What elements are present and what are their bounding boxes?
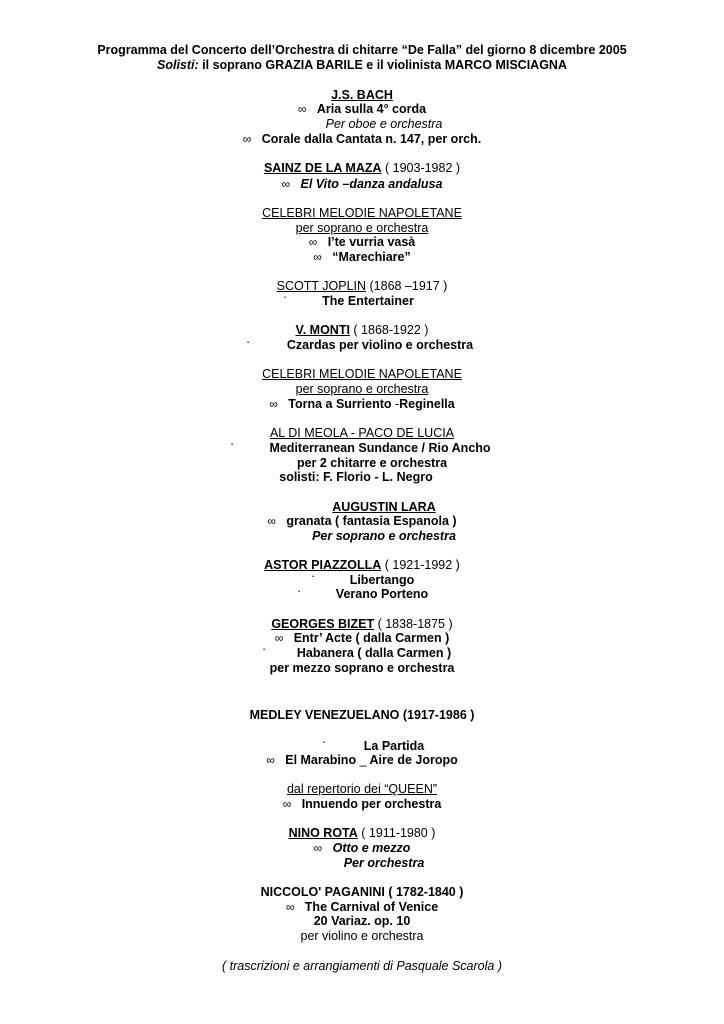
joplin-dates: (1868 –1917 ) (366, 279, 448, 293)
napoletane1-item-2: ∞ “Marechiare” (313, 250, 411, 264)
infinity-bullet-icon: ∞ (313, 841, 323, 855)
medley-item-1: La Partida (363, 739, 425, 753)
soloists-line (0, 58, 724, 73)
sainz-item-1: ∞ El Vito –danza andalusa (281, 177, 443, 191)
composer-sainz-line (0, 161, 724, 176)
dot-bullet-icon: · (246, 335, 251, 349)
queen-item-1: ∞ Innuendo per orchestra (282, 797, 442, 811)
dot-bullet-icon: · (297, 584, 302, 598)
soloists-label: Solisti: (157, 58, 199, 72)
medley-heading: MEDLEY VENEZUELANO (1917-1986 ) (249, 708, 475, 722)
composer-piazzolla: ASTOR PIAZZOLLA (264, 558, 382, 572)
infinity-bullet-icon: ∞ (285, 900, 295, 914)
infinity-bullet-icon: ∞ (297, 102, 307, 116)
napoletane-heading-2: CELEBRI MELODIE NAPOLETANE (262, 367, 462, 381)
composer-sainz: SAINZ DE LA MAZA (263, 161, 382, 175)
composer-rota-line (0, 826, 724, 841)
piazzolla-dates: ( 1921-1992 ) (381, 558, 460, 572)
napoletane-sub-1: per soprano e orchestra (295, 221, 429, 235)
composer-piazzolla-line (0, 558, 724, 573)
infinity-bullet-icon: ∞ (282, 797, 292, 811)
paganini-line-3: per violino e orchestra (300, 929, 424, 943)
infinity-bullet-icon: ∞ (313, 250, 322, 264)
piazzolla-item-2: Verano Porteno (335, 587, 429, 601)
composer-bizet-line (0, 617, 724, 632)
dot-bullet-icon: · (230, 437, 235, 451)
infinity-bullet-icon: ∞ (267, 514, 276, 528)
napoletane2-item-1: ∞ Torna a Surriento -Reginella (269, 397, 455, 411)
napoletane1-item-1: ∞ I’te vurria vasà (308, 235, 416, 249)
dimeola-line-3: solisti: F. Florio - L. Negro (279, 470, 433, 484)
soloists-names: il soprano GRAZIA BARILE e il violinista MARCO MISCIAGNA (198, 58, 567, 72)
composer-rota: NINO ROTA (288, 826, 358, 840)
dot-bullet-icon: · (283, 290, 288, 304)
rota-item-1-note: Per orchestra (343, 856, 425, 870)
dimeola-line-2: per 2 chitarre e orchestra (296, 456, 448, 470)
napoletane-heading-1: CELEBRI MELODIE NAPOLETANE (262, 206, 462, 220)
infinity-bullet-icon: ∞ (274, 631, 284, 645)
joplin-item-1: The Entertainer (322, 294, 414, 308)
arrangements-credit: ( trascrizioni e arrangiamenti di Pasquale Scarola ) (222, 959, 502, 973)
bizet-dates: ( 1838-1875 ) (374, 617, 453, 631)
composer-joplin: SCOTT JOPLIN (276, 279, 367, 293)
composer-monti: V. MONTI (295, 323, 350, 337)
queen-heading: dal repertorio dei “QUEEN” (286, 782, 438, 796)
dimeola-item-1: Mediterranean Sundance / Rio Ancho (269, 441, 491, 455)
composer-lara: AUGUSTIN LARA (332, 500, 436, 514)
paganini-heading: NICCOLO' PAGANINI ( 1782-1840 ) (260, 885, 464, 899)
monti-dates: ( 1868-1922 ) (349, 323, 429, 337)
infinity-bullet-icon: ∞ (269, 397, 278, 411)
infinity-bullet-icon: ∞ (266, 753, 275, 767)
infinity-bullet-icon: ∞ (242, 132, 252, 146)
composer-bizet: GEORGES BIZET (271, 617, 375, 631)
dot-bullet-icon: · (311, 569, 316, 583)
monti-item-1: Czardas per violino e orchestra (286, 338, 474, 352)
lara-item-1: ∞ granata ( fantasia Espanola ) (267, 514, 457, 528)
dot-bullet-icon: · (322, 735, 327, 749)
dimeola-heading: AL DI MEOLA - PACO DE LUCIA (269, 426, 455, 440)
paganini-item-1: ∞ The Carnival of Venice (285, 900, 439, 914)
bach-item-1-note: Per oboe e orchestra (325, 117, 443, 131)
program-title: Programma del Concerto dell’Orchestra di chitarre “De Falla” del giorno 8 dicembre 2005 (97, 43, 627, 57)
composer-bach: J.S. BACH (331, 88, 393, 102)
composer-monti-line (0, 323, 724, 338)
composer-joplin-line (0, 279, 724, 294)
medley-item-2: ∞ El Marabino _ Aire de Joropo (266, 753, 458, 767)
bizet-note: per mezzo soprano e orchestra (269, 661, 455, 675)
paganini-line-2: 20 Variaz. op. 10 (313, 914, 411, 928)
rota-item-1: ∞ Otto e mezzo (313, 841, 411, 855)
infinity-bullet-icon: ∞ (281, 177, 291, 191)
lara-item-1-note: Per soprano e orchestra (312, 529, 456, 543)
bach-item-1: ∞ Aria sulla 4° corda (297, 102, 427, 116)
bizet-item-2: Habanera ( dalla Carmen ) (296, 646, 452, 660)
infinity-bullet-icon: ∞ (308, 235, 318, 249)
piazzolla-item-1: Libertango (349, 573, 415, 587)
sainz-dates: ( 1903-1982 ) (381, 161, 461, 175)
dot-bullet-icon: · (262, 642, 267, 656)
bizet-item-1: ∞ Entr’ Acte ( dalla Carmen ) (274, 631, 450, 645)
napoletane-sub-2: per soprano e orchestra (295, 382, 429, 396)
bach-item-2: ∞ Corale dalla Cantata n. 147, per orch. (242, 132, 482, 146)
rota-dates: ( 1911-1980 ) (357, 826, 436, 840)
